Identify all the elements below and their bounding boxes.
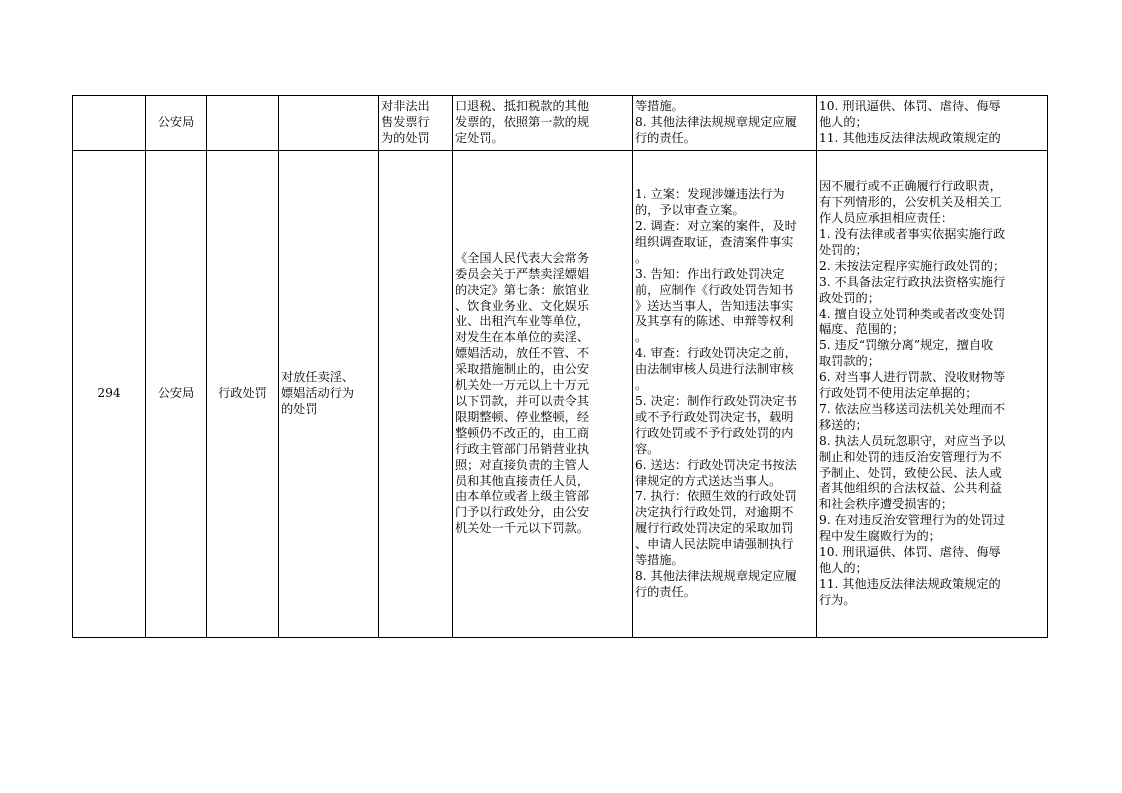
liability-line: 和社会秩序遭受损害的； bbox=[819, 497, 954, 512]
process-line: 。 bbox=[635, 330, 648, 345]
process-cell bbox=[633, 96, 817, 151]
table-row bbox=[73, 151, 1048, 638]
basis-line: 由本单位或者上级主管部 bbox=[455, 489, 590, 504]
row-number: 294 bbox=[73, 151, 146, 638]
process-line: 8. 其他法律法规规章规定应履 bbox=[635, 115, 797, 130]
process-line: 前，应制作《行政处罚告知书 bbox=[635, 282, 794, 297]
liability-line: 2. 未按法定程序实施行政处罚的； bbox=[819, 258, 1006, 273]
liability-line: 1. 没有法律或者事实依据实施行政 bbox=[819, 226, 1006, 241]
liability-line: 11. 其他违反法律法规政策规定的 bbox=[819, 576, 1001, 591]
basis-line: 采取措施制止的，由公安 bbox=[455, 362, 590, 377]
basis-line: 的决定》第七条：旅馆业 bbox=[455, 282, 590, 297]
process-line: 等措施。 bbox=[635, 553, 684, 568]
basis-line: 发票的，依照第一款的规 bbox=[455, 115, 590, 130]
liability-line: 者其他组织的合法权益、公共利益 bbox=[819, 481, 1002, 496]
liability-line: 7. 依法应当移送司法机关处理而不 bbox=[819, 401, 1006, 416]
process-line: 。 bbox=[635, 378, 648, 393]
liability-line: 10. 刑讯逼供、体罚、虐待、侮辱 bbox=[819, 545, 1001, 560]
department-cell: 公安局 bbox=[146, 151, 207, 638]
liability-line: 制止和处罚的违反治安管理行为不 bbox=[819, 449, 1002, 464]
legal-basis-cell bbox=[453, 151, 633, 638]
basis-line: 嫖娼活动，放任不管、不 bbox=[455, 346, 590, 361]
liability-line: 行政处罚不使用法定单据的； bbox=[819, 386, 978, 401]
liability-line: 8. 执法人员玩忽职守，对应当予以 bbox=[819, 433, 1006, 448]
basis-line: 对发生在本单位的卖淫、 bbox=[455, 330, 590, 345]
liability-line: 他人的； bbox=[819, 561, 868, 576]
basis-line: 《全国人民代表大会常务 bbox=[455, 250, 590, 265]
liability-cell bbox=[817, 151, 1048, 638]
process-line: 》送达当事人，告知违法事实 bbox=[635, 298, 794, 313]
process-line: 容。 bbox=[635, 441, 660, 456]
basis-line: 行政主管部门吊销营业执 bbox=[455, 441, 590, 456]
process-line: 7. 执行：依照生效的行政处罚 bbox=[635, 489, 797, 504]
liability-line: 行为。 bbox=[819, 592, 856, 607]
process-line: 、申请人民法院申请强制执行 bbox=[635, 537, 794, 552]
process-line: 等措施。 bbox=[635, 99, 684, 114]
liability-line: 幅度、范围的； bbox=[819, 322, 905, 337]
item-name-line: 对非法出 bbox=[381, 99, 430, 114]
liability-line: 政处罚的； bbox=[819, 290, 880, 305]
liability-line: 11. 其他违反法律法规政策规定的 bbox=[819, 130, 1001, 145]
process-line: 。 bbox=[635, 250, 648, 265]
power-name-line: 的处罚 bbox=[281, 401, 318, 416]
process-line: 行的责任。 bbox=[635, 584, 696, 599]
power-name-line: 嫖娼活动行为 bbox=[281, 386, 355, 401]
table-row bbox=[73, 96, 1048, 151]
basis-line: 门予以行政处分，由公安 bbox=[455, 505, 590, 520]
liability-line: 5. 违反“罚缴分离”规定，擅自收 bbox=[819, 338, 994, 353]
basis-line: 员和其他直接责任人员， bbox=[455, 473, 590, 488]
power-name-line: 对放任卖淫、 bbox=[281, 370, 355, 385]
basis-line: 口退税、抵扣税款的其他 bbox=[455, 99, 590, 114]
liability-line: 处罚的； bbox=[819, 242, 868, 257]
power-type-cell bbox=[207, 96, 279, 151]
liability-line: 作人员应承担相应责任： bbox=[819, 211, 954, 226]
authority-table bbox=[72, 95, 1048, 638]
liability-line: 程中发生腐败行为的； bbox=[819, 529, 941, 544]
process-line: 履行行政处罚决定的采取加罚 bbox=[635, 521, 794, 536]
basis-line: 以下罚款，并可以责令其 bbox=[455, 394, 590, 408]
process-line: 律规定的方式送达当事人。 bbox=[635, 473, 782, 488]
item-name-line: 售发票行 bbox=[381, 115, 430, 130]
liability-line: 6. 对当事人进行罚款、没收财物等 bbox=[819, 370, 1006, 385]
process-line: 5. 决定：制作行政处罚决定书 bbox=[635, 394, 797, 408]
process-line: 行政处罚或不予行政处罚的内 bbox=[635, 425, 794, 440]
process-line: 的，予以审查立案。 bbox=[635, 203, 745, 218]
power-name-cell bbox=[279, 96, 379, 151]
liability-line: 移送的； bbox=[819, 417, 868, 432]
basis-line: 定处罚。 bbox=[455, 130, 504, 145]
liability-cell bbox=[817, 96, 1048, 151]
process-line: 行的责任。 bbox=[635, 130, 696, 145]
process-line: 由法制审核人员进行法制审核 bbox=[635, 362, 794, 377]
row-number bbox=[73, 96, 146, 151]
legal-basis-cell bbox=[453, 96, 633, 151]
process-line: 1. 立案：发现涉嫌违法行为 bbox=[635, 187, 785, 202]
basis-line: 委员会关于严禁卖淫嫖娼 bbox=[455, 266, 590, 281]
liability-line: 10. 刑讯逼供、体罚、虐待、侮辱 bbox=[819, 99, 1001, 114]
process-line: 6. 送达：行政处罚决定书按法 bbox=[635, 457, 797, 472]
basis-line: 机关处一万元以上十万元 bbox=[455, 378, 590, 393]
basis-line: 整顿仍不改正的，由工商 bbox=[455, 425, 590, 440]
item-name-line: 为的处罚 bbox=[381, 130, 430, 145]
department-cell: 公安局 bbox=[146, 96, 207, 151]
process-line: 3. 告知：作出行政处罚决定 bbox=[635, 266, 785, 281]
basis-line: 机关处一千元以下罚款。 bbox=[455, 521, 590, 536]
liability-line: 有下列情形的，公安机关及相关工 bbox=[819, 195, 1002, 210]
liability-line: 9. 在对违反治安管理行为的处罚过 bbox=[819, 513, 1006, 528]
liability-line: 3. 不具备法定行政执法资格实施行 bbox=[819, 274, 1006, 289]
process-cell bbox=[633, 151, 817, 638]
basis-line: 、饮食业务业、文化娱乐 bbox=[455, 298, 590, 313]
liability-line: 取罚款的； bbox=[819, 354, 880, 369]
basis-line: 业、出租汽车业等单位， bbox=[455, 314, 590, 329]
item-name-cell bbox=[379, 96, 453, 151]
item-name-cell bbox=[379, 151, 453, 638]
power-type-cell: 行政处罚 bbox=[207, 151, 279, 638]
process-line: 及其享有的陈述、申辩等权利 bbox=[635, 314, 794, 329]
power-name-cell bbox=[279, 151, 379, 638]
process-line: 8. 其他法律法规规章规定应履 bbox=[635, 568, 797, 583]
process-line: 4. 审查：行政处罚决定之前， bbox=[635, 346, 797, 361]
liability-line: 他人的； bbox=[819, 115, 868, 130]
process-line: 或不予行政处罚决定书，载明 bbox=[635, 409, 794, 424]
liability-line: 予制止、处罚，致使公民、法人或 bbox=[819, 465, 1002, 480]
process-line: 2. 调查：对立案的案件，及时 bbox=[635, 219, 797, 234]
process-line: 组织调查取证，查清案件事实 bbox=[635, 234, 794, 249]
basis-line: 照；对直接负责的主管人 bbox=[455, 457, 590, 472]
process-line: 决定执行行政处罚，对逾期不 bbox=[635, 505, 794, 520]
liability-line: 4. 擅自设立处罚种类或者改变处罚 bbox=[819, 306, 1006, 321]
basis-line: 限期整顿、停业整顿，经 bbox=[455, 409, 590, 424]
liability-line: 因不履行或不正确履行行政职责， bbox=[819, 179, 1002, 194]
